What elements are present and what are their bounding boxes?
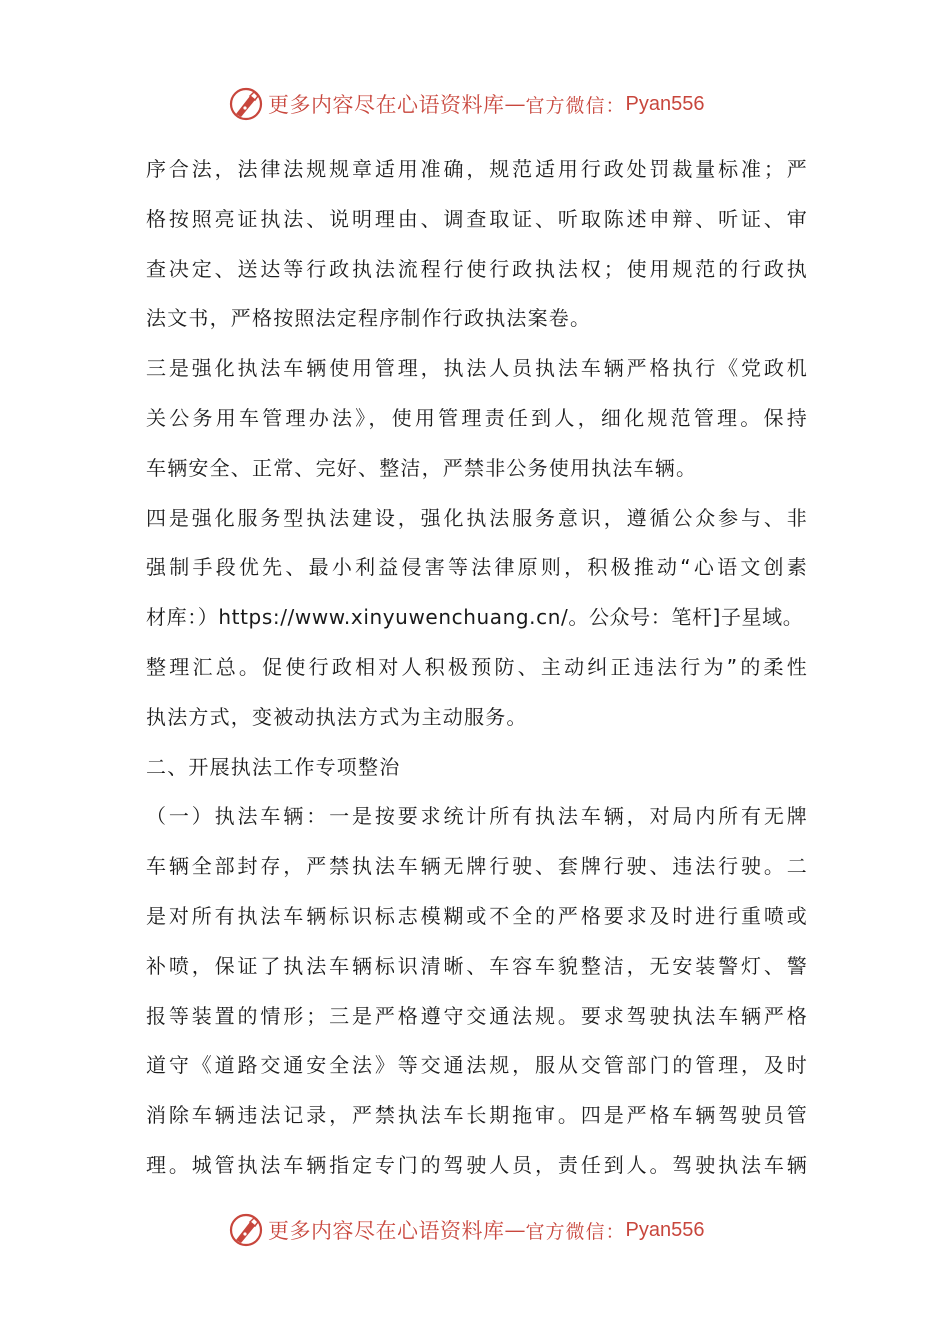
text-line: 报等装置的情形；三是严格遵守交通法规。要求驾驶执法车辆严格 [146, 1003, 808, 1028]
text-line: 格按照亮证执法、说明理由、调查取证、听取陈述申辩、听证、审 [146, 206, 808, 231]
text-line: 整理汇总。促使行政相对人积极预防、主动纠正违法行为”的柔性 [146, 654, 808, 679]
text-line: 消除车辆违法记录，严禁执法车长期拖审。四是严格车辆驾驶员管 [146, 1103, 808, 1128]
pen-nib-logo-icon [228, 86, 264, 122]
banner-separator: — [504, 1218, 526, 1242]
header-banner [228, 82, 704, 126]
text-line: 法文书，严格按照法定程序制作行政执法案卷。 [146, 306, 592, 331]
banner-contact-label: 官方微信： [525, 94, 626, 117]
banner-contact-id: Pyan556 [625, 1218, 705, 1241]
text-line: 补喷，保证了执法车辆标识清晰、车容车貌整洁，无安装警灯、警 [146, 953, 808, 978]
text-line-url: 材库：）https://www.xinyuwenchuang.cn/。公众号：笔杆]子星域。 [146, 605, 804, 630]
text-line: 序合法，法律法规规章适用准确，规范适用行政处罚裁量标准；严 [146, 157, 808, 181]
banner-text: 更多内容尽在心语资料库 [268, 1219, 505, 1243]
text-line: 强制手段优先、最小利益侵害等法律原则，积极推动“心语文创素 [146, 555, 808, 580]
text-line: 关公务用车管理办法》，使用管理责任到人，细化规范管理。保持 [146, 405, 808, 430]
footer-banner [228, 1208, 704, 1252]
text-line: 车辆全部封存，严禁执法车辆无牌行驶、套牌行驶、违法行驶。二 [146, 854, 808, 879]
text-line: 是对所有执法车辆标识标志模糊或不全的严格要求及时进行重喷或 [146, 903, 808, 928]
text-line: 三是强化执法车辆使用管理，执法人员执法车辆严格执行《党政机 [146, 356, 808, 381]
banner-separator: — [504, 92, 526, 116]
text-line: 车辆安全、正常、完好、整洁，严禁非公务使用执法车辆。 [146, 455, 698, 480]
section-heading: 二、开展执法工作专项整治 [146, 754, 401, 779]
text-line: 查决定、送达等行政执法流程行使行政执法权；使用规范的行政执 [146, 256, 808, 281]
text-line: （一）执法车辆：一是按要求统计所有执法车辆，对局内所有无牌 [146, 804, 808, 829]
banner-contact-id: Pyan556 [625, 92, 705, 115]
document-body [146, 145, 808, 1191]
text-line: 道守《道路交通安全法》等交通法规，服从交管部门的管理，及时 [146, 1053, 808, 1078]
text-line: 执法方式，变被动执法方式为主动服务。 [146, 704, 528, 729]
text-line: 理。城管执法车辆指定专门的驾驶人员，责任到人。驾驶执法车辆 [146, 1152, 808, 1177]
pen-nib-logo-icon [228, 1212, 264, 1248]
banner-contact-label: 官方微信： [525, 1220, 626, 1243]
text-line: 四是强化服务型执法建设，强化执法服务意识，遵循公众参与、非 [146, 505, 808, 530]
banner-text: 更多内容尽在心语资料库 [268, 93, 505, 117]
